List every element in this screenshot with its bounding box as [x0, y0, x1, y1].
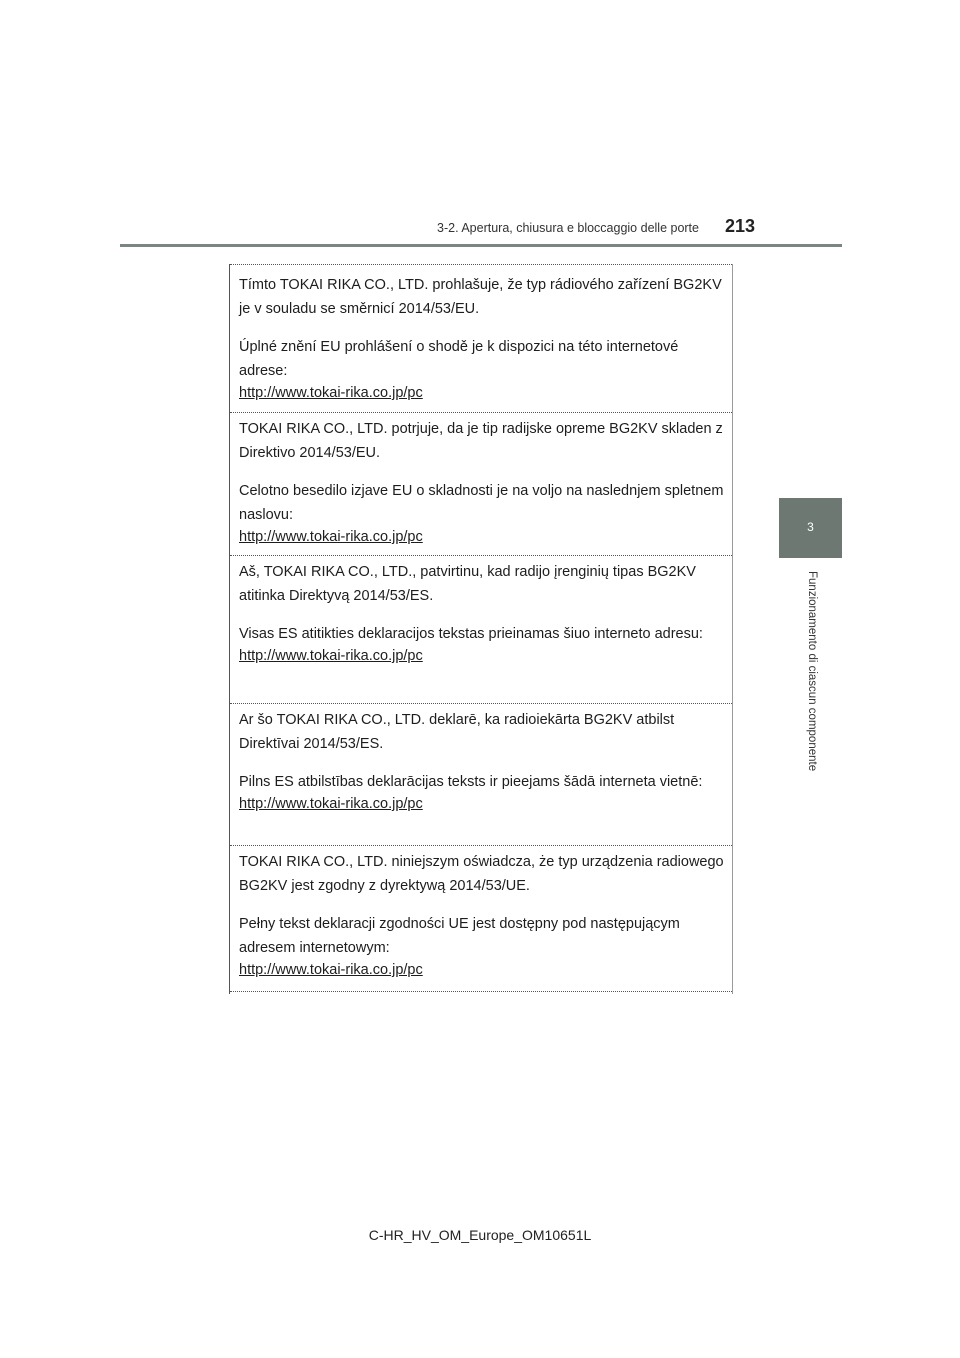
declaration-statement: Ar šo TOKAI RIKA CO., LTD. deklarē, ka radioiekārta BG2KV atbilst Direktīvai 2014/53/ES. [239, 712, 675, 752]
header-divider [120, 244, 842, 247]
declaration-statement: Aš, TOKAI RIKA CO., LTD., patvirtinu, kad radijo įrenginių tipas BG2KV atitinka Direktyvą 2014/53/ES. [239, 564, 696, 604]
declaration-block-lt [230, 555, 732, 704]
declaration-box [229, 264, 733, 994]
chapter-title: Funzionamento di ciascun componente [806, 571, 818, 772]
declaration-statement: Tímto TOKAI RIKA CO., LTD. prohlašuje, že typ rádiového zařízení BG2KV je v souladu se směrnicí 2014/53/EU. [239, 277, 722, 317]
declaration-link[interactable]: http://www.tokai-rika.co.jp/pc [239, 962, 423, 978]
declaration-availability: Visas ES atitikties deklaracijos tekstas prieinamas šiuo interneto adresu: [239, 626, 703, 642]
declaration-statement: TOKAI RIKA CO., LTD. potrjuje, da je tip radijske opreme BG2KV skladen z Direktivo 2014/53/EU. [239, 421, 723, 461]
declaration-block-lv [230, 703, 732, 846]
chapter-number: 3 [807, 520, 814, 534]
declaration-availability: Pilns ES atbilstības deklarācijas teksts ir pieejams šādā interneta vietnē: [239, 774, 703, 790]
declaration-link[interactable]: http://www.tokai-rika.co.jp/pc [239, 385, 423, 401]
declaration-block-sl [230, 412, 732, 556]
declaration-availability: Celotno besedilo izjave EU o skladnosti je na voljo na naslednjem spletnem naslovu: [239, 483, 724, 523]
section-title: 3-2. Apertura, chiusura e bloccaggio delle porte [437, 221, 699, 235]
page-number: 213 [725, 216, 756, 236]
declaration-link[interactable]: http://www.tokai-rika.co.jp/pc [239, 529, 423, 545]
declaration-link[interactable]: http://www.tokai-rika.co.jp/pc [239, 648, 423, 664]
declaration-block-cs [230, 264, 732, 413]
declaration-availability: Úplné znění EU prohlášení o shodě je k dispozici na této internetové adrese: [239, 339, 679, 379]
chapter-tab[interactable] [779, 498, 842, 558]
declaration-statement: TOKAI RIKA CO., LTD. niniejszym oświadcza, że typ urządzenia radiowego BG2KV jest zgodny z dyrektywą 2014/53/UE. [239, 854, 724, 894]
declaration-availability: Pełny tekst deklaracji zgodności UE jest dostępny pod następującym adresem internetowym: [239, 916, 680, 956]
document-code: C-HR_HV_OM_Europe_OM10651L [368, 1227, 592, 1243]
declaration-link[interactable]: http://www.tokai-rika.co.jp/pc [239, 796, 423, 812]
declaration-block-pl [230, 845, 732, 992]
